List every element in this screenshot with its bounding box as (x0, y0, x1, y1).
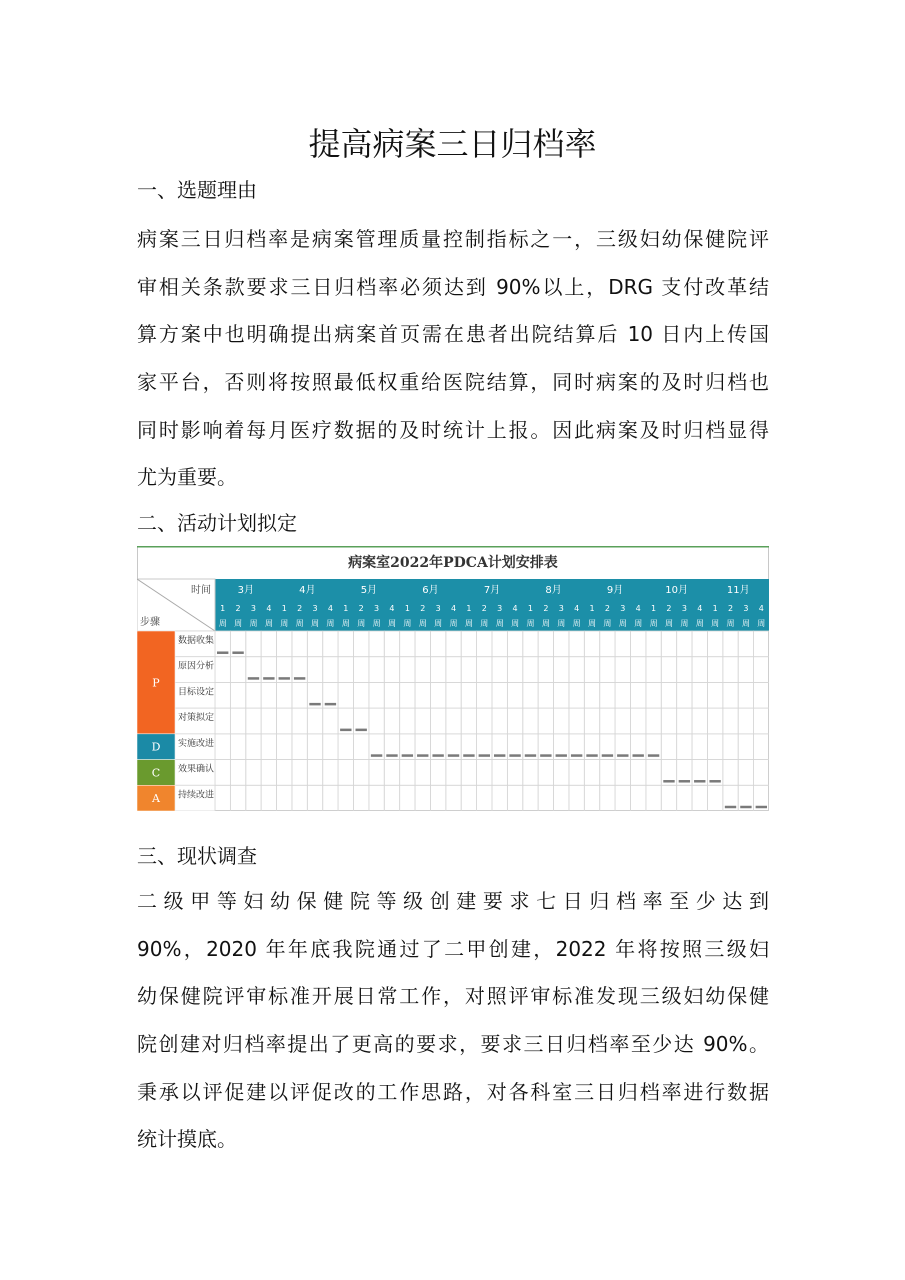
gantt-week-unit: 周 (311, 619, 320, 628)
gantt-month-label: 4月 (299, 585, 316, 596)
gantt-phase-label: C (151, 766, 161, 780)
paragraph-line: 院创建对归档率提出了更高的要求，要求三日归档率至少达 90%。 (137, 1032, 769, 1057)
paragraph-line: 尤为重要。 (137, 465, 237, 490)
gantt-week-unit: 周 (526, 619, 535, 628)
gantt-week-unit: 周 (495, 619, 504, 628)
gantt-week-unit: 周 (695, 619, 704, 628)
gantt-week-unit: 周 (680, 619, 689, 628)
gantt-week-number: 2 (358, 604, 364, 613)
gantt-week-unit: 周 (757, 619, 766, 628)
gantt-week-number: 4 (697, 604, 703, 613)
gantt-week-unit: 周 (557, 619, 566, 628)
gantt-month-label: 11月 (726, 585, 750, 596)
gantt-week-unit: 周 (372, 619, 381, 628)
gantt-month-label: 6月 (422, 585, 439, 596)
paragraph-line: 二级甲等妇幼保健院等级创建要求七日归档率至少达到 (137, 889, 769, 913)
paragraph-line: 家平台，否则将按照最低权重给医院结算，同时病案的及时归档也 (137, 370, 769, 395)
gantt-week-unit: 周 (726, 619, 735, 628)
gantt-week-unit: 周 (449, 619, 458, 628)
gantt-week-number: 3 (312, 604, 318, 613)
gantt-phase-label: A (152, 792, 160, 806)
gantt-phase-label: P (152, 676, 160, 690)
section-heading-1: 一、选题理由 (137, 178, 257, 202)
gantt-week-unit: 周 (295, 619, 304, 628)
gantt-week-number: 1 (466, 604, 472, 613)
gantt-step-name: 对策拟定 (178, 713, 215, 724)
gantt-week-unit: 周 (264, 619, 273, 628)
gantt-week-number: 4 (266, 604, 272, 613)
gantt-week-number: 3 (250, 604, 257, 613)
gantt-week-number: 2 (543, 604, 549, 613)
gantt-week-number: 3 (681, 604, 687, 613)
gantt-week-unit: 周 (280, 619, 289, 628)
gantt-week-number: 1 (712, 604, 718, 613)
gantt-week-unit: 周 (511, 619, 520, 628)
document-title: 提高病案三日归档率 (308, 125, 597, 163)
gantt-week-number: 1 (220, 604, 226, 613)
gantt-week-number: 3 (620, 604, 626, 613)
gantt-week-number: 3 (435, 604, 441, 613)
paragraph-line: 同时影响着每月医疗数据的及时统计上报。因此病案及时归档显得 (137, 417, 769, 442)
gantt-week-number: 2 (481, 604, 487, 613)
gantt-week-unit: 周 (634, 619, 643, 628)
gantt-week-unit: 周 (572, 619, 581, 628)
gantt-week-number: 3 (743, 604, 749, 613)
gantt-week-number: 2 (420, 604, 426, 613)
section-heading-2: 二、活动计划拟定 (137, 511, 297, 535)
gantt-corner-step: 步骤 (140, 617, 160, 628)
gantt-week-unit: 周 (711, 619, 720, 628)
gantt-week-unit: 周 (387, 619, 396, 628)
gantt-week-unit: 周 (603, 619, 612, 628)
gantt-week-number: 2 (604, 604, 610, 613)
gantt-week-number: 2 (727, 604, 734, 613)
paragraph-line: 病案三日归档率是病案管理质量控制指标之一，三级妇幼保健院评 (137, 227, 769, 251)
gantt-month-label: 7月 (483, 585, 501, 596)
gantt-week-number: 3 (558, 604, 564, 613)
gantt-week-number: 1 (281, 604, 287, 613)
gantt-week-unit: 周 (649, 619, 658, 628)
gantt-week-unit: 周 (541, 619, 550, 628)
gantt-week-number: 2 (235, 604, 241, 613)
paragraph-line: 幼保健院评审标准开展日常工作，对照评审标准发现三级妇幼保健 (137, 984, 769, 1009)
gantt-week-unit: 周 (418, 619, 427, 628)
gantt-phase-label: D (151, 740, 161, 754)
gantt-week-number: 3 (497, 604, 503, 613)
gantt-week-number: 4 (512, 604, 518, 613)
gantt-week-unit: 周 (480, 619, 489, 628)
gantt-week-unit: 周 (741, 619, 750, 628)
section-1-paragraph (137, 216, 769, 502)
gantt-step-name: 效果确认 (178, 764, 215, 775)
gantt-week-number: 4 (574, 604, 580, 613)
gantt-week-number: 2 (666, 604, 672, 613)
gantt-week-number: 2 (297, 604, 303, 613)
gantt-week-unit: 周 (588, 619, 597, 628)
gantt-week-number: 1 (527, 604, 534, 613)
gantt-step-name: 数据收集 (178, 636, 215, 646)
gantt-step-name: 持续改进 (178, 790, 215, 801)
gantt-week-number: 4 (635, 604, 641, 613)
gantt-title: 病案室2022年PDCA计划安排表 (348, 555, 558, 571)
gantt-month-label: 5月 (360, 585, 378, 596)
gantt-week-number: 1 (404, 604, 410, 613)
gantt-month-label: 9月 (606, 585, 624, 596)
gantt-week-unit: 周 (618, 619, 627, 628)
gantt-week-unit: 周 (464, 619, 473, 628)
gantt-corner-time: 时间 (191, 585, 211, 596)
paragraph-line: 算方案中也明确提出病案首页需在患者出院结算后 10 日内上传国 (137, 322, 769, 347)
gantt-step-name: 实施改进 (178, 738, 215, 749)
gantt-month-label: 3月 (237, 585, 254, 596)
paragraph-line: 审相关条款要求三日归档率必须达到 90%以上，DRG 支付改革结 (137, 274, 769, 299)
gantt-week-number: 1 (651, 604, 657, 613)
gantt-week-number: 3 (374, 604, 380, 613)
gantt-step-name: 目标设定 (178, 687, 215, 698)
gantt-week-number: 4 (389, 604, 395, 613)
gantt-svg (137, 546, 769, 811)
paragraph-line: 秉承以评促建以评促改的工作思路，对各科室三日归档率进行数据 (137, 1079, 769, 1104)
gantt-week-unit: 周 (218, 619, 227, 628)
gantt-week-unit: 周 (341, 619, 350, 628)
gantt-week-number: 4 (327, 604, 333, 613)
paragraph-line: 统计摸底。 (137, 1127, 237, 1152)
gantt-step-name: 原因分析 (178, 661, 215, 672)
gantt-week-unit: 周 (664, 619, 673, 628)
gantt-week-number: 4 (758, 604, 764, 613)
gantt-week-number: 4 (450, 604, 457, 613)
gantt-week-number: 1 (343, 604, 349, 613)
gantt-week-unit: 周 (326, 619, 335, 628)
gantt-week-unit: 周 (249, 619, 258, 628)
gantt-month-label: 8月 (545, 585, 562, 596)
section-3-paragraph (137, 878, 769, 1164)
gantt-week-unit: 周 (403, 619, 412, 628)
pdca-gantt-table (137, 546, 769, 811)
gantt-week-unit: 周 (234, 619, 243, 628)
gantt-week-number: 1 (589, 604, 595, 613)
gantt-month-label: 10月 (665, 585, 689, 596)
gantt-week-unit: 周 (357, 619, 366, 628)
gantt-week-unit: 周 (434, 619, 443, 628)
section-heading-3: 三、现状调查 (137, 844, 257, 868)
paragraph-line: 90%，2020 年年底我院通过了二甲创建，2022 年将按照三级妇 (137, 936, 769, 961)
